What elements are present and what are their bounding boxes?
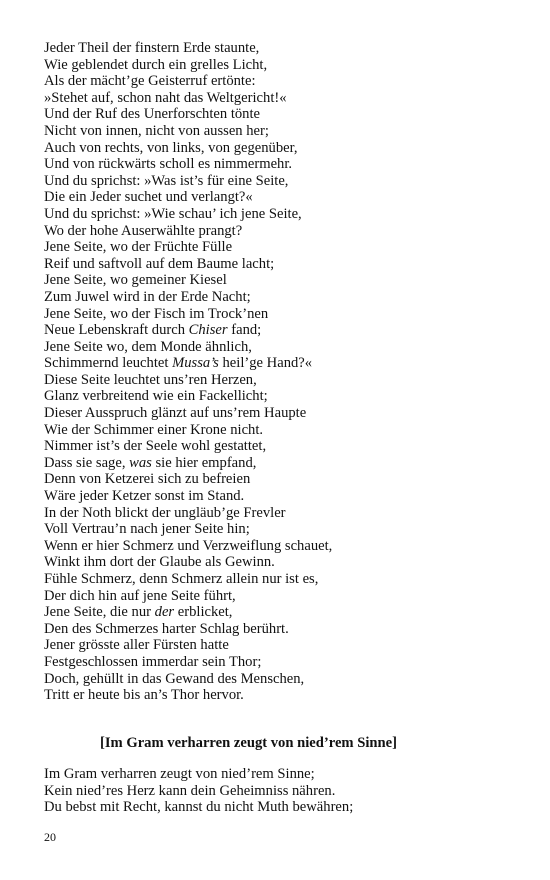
poem-line: [44, 799, 353, 816]
line-text: Du bebst mit Recht, kannst du nicht Muth bewähren;: [44, 799, 354, 816]
line-text: Wie geblendet durch ein grelles Licht,: [44, 56, 268, 73]
line-text: Den des Schmerzes harter Schlag berührt.: [44, 620, 289, 637]
poem-line: [44, 621, 332, 638]
line-text: Dass sie sage,: [44, 454, 130, 471]
line-text: Tritt er heute bis an’s Thor hervor.: [44, 687, 244, 704]
line-text: Und du sprichst: »Was ist’s für eine Seite,: [44, 172, 289, 189]
line-text: Wenn er hier Schmerz und Verzweiflung schauet,: [44, 537, 333, 554]
poem-line: [44, 272, 332, 289]
line-text: Der dich hin auf jene Seite führt,: [44, 587, 236, 604]
poem-line: [44, 455, 332, 472]
line-text: Und von rückwärts scholl es nimmermehr.: [44, 156, 293, 173]
section-poem-body: [44, 766, 353, 816]
poem-body: [44, 40, 332, 704]
line-text: Nicht von innen, nicht von aussen her;: [44, 122, 269, 139]
line-text: Jene Seite, wo der Früchte Fülle: [44, 239, 233, 256]
poem-line: [44, 355, 332, 372]
poem-line: [44, 538, 332, 555]
line-text: Wo der hohe Auserwählte prangt?: [44, 222, 243, 239]
poem-line: [44, 339, 332, 356]
poem-line: [44, 654, 332, 671]
poem-line: [44, 372, 332, 389]
line-text: Wie der Schimmer einer Krone nicht.: [44, 421, 264, 438]
line-text: Schimmernd leuchtet: [44, 355, 173, 372]
line-text: Winkt ihm dort der Glaube als Gewinn.: [44, 554, 275, 571]
page-number: 20: [44, 830, 56, 844]
poem-line: [44, 322, 332, 339]
line-text: Diese Seite leuchtet uns’ren Herzen,: [44, 371, 257, 388]
poem-line: [44, 73, 332, 90]
line-text: Jene Seite, wo gemeiner Kiesel: [44, 272, 227, 289]
poem-line: [44, 156, 332, 173]
line-text: Zum Juwel wird in der Erde Nacht;: [44, 288, 251, 305]
poem-line: [44, 289, 332, 306]
poem-line: [44, 488, 332, 505]
line-text: Nimmer ist’s der Seele wohl gestattet,: [44, 438, 267, 455]
italic-word: der: [154, 604, 175, 621]
poem-line: [44, 256, 332, 273]
line-text: Reif und saftvoll auf dem Baume lacht;: [44, 255, 275, 272]
poem-line: [44, 90, 332, 107]
line-text: Wäre jeder Ketzer sonst im Stand.: [44, 488, 245, 505]
poem-line: [44, 637, 332, 654]
line-text: sie hier empfand,: [151, 454, 257, 471]
poem-line: [44, 521, 332, 538]
line-text: Fühle Schmerz, denn Schmerz allein nur ist es,: [44, 571, 319, 587]
line-text: Als der mächt’ge Geisterruf ertönte:: [44, 73, 256, 90]
poem-line: [44, 588, 332, 605]
line-text: Und der Ruf des Unerforschten tönte: [44, 106, 261, 123]
line-text: Und du sprichst: »Wie schau’ ich jene Seite,: [44, 205, 302, 222]
poem-line: [44, 554, 332, 571]
poem-line: [44, 438, 332, 455]
poem-line: [44, 604, 332, 621]
poem-line: [44, 306, 332, 323]
poem-line: [44, 189, 332, 206]
poem-line: [44, 173, 332, 190]
poem-line: [44, 671, 332, 688]
line-text: In der Noth blickt der ungläub’ge Frevler: [44, 504, 286, 521]
line-text: »Stehet auf, schon naht das Weltgericht!«: [44, 89, 287, 106]
line-text: Denn von Ketzerei sich zu befreien: [44, 471, 251, 488]
italic-word: Chiser: [188, 322, 228, 339]
line-text: Festgeschlossen immerdar sein Thor;: [44, 653, 262, 670]
line-text: Im Gram verharren zeugt von nied’rem Sinne;: [44, 766, 315, 782]
poem-line: [44, 57, 332, 74]
poem-line: [44, 223, 332, 240]
poem-line: [44, 140, 332, 157]
line-text: Jene Seite wo, dem Monde ähnlich,: [44, 338, 252, 355]
italic-word: was: [129, 454, 152, 471]
poem-line: [44, 123, 332, 140]
poem-line: [44, 471, 332, 488]
poem-line: [44, 783, 353, 800]
line-text: Voll Vertrau’n nach jener Seite hin;: [44, 521, 250, 538]
poem-line: [44, 388, 332, 405]
line-text: heil’ge Hand?«: [218, 355, 313, 372]
poem-line: [44, 505, 332, 522]
line-text: Glanz verbreitend wie ein Fackellicht;: [44, 388, 268, 405]
line-text: Jene Seite, die nur: [44, 604, 155, 621]
poem-line: [44, 405, 332, 422]
poem-line: [44, 40, 332, 57]
line-text: Jene Seite, wo der Fisch im Trock’nen: [44, 305, 269, 322]
line-text: Jener grösste aller Fürsten hatte: [44, 637, 229, 654]
line-text: fand;: [227, 322, 262, 339]
line-text: Kein nied’res Herz kann dein Geheimniss nähren.: [44, 782, 336, 799]
poem-line: [44, 106, 332, 123]
poem-line: [44, 766, 353, 783]
line-text: Auch von rechts, von links, von gegenüber,: [44, 139, 298, 156]
poem-line: [44, 571, 332, 588]
line-text: Doch, gehüllt in das Gewand des Menschen,: [44, 670, 305, 687]
poem-line: [44, 239, 332, 256]
italic-word: Mussa’s: [172, 355, 219, 372]
line-text: Neue Lebenskraft durch: [44, 322, 189, 339]
poem-line: [44, 687, 332, 704]
section-heading: [Im Gram verharren zeugt von nied’rem Sinne]: [100, 735, 397, 751]
line-text: Jeder Theil der finstern Erde staunte,: [44, 40, 260, 56]
line-text: Dieser Ausspruch glänzt auf uns’rem Haupte: [44, 405, 307, 422]
line-text: Die ein Jeder suchet und verlangt?«: [44, 189, 253, 206]
line-text: erblicket,: [174, 604, 233, 621]
poem-line: [44, 422, 332, 439]
poem-line: [44, 206, 332, 223]
